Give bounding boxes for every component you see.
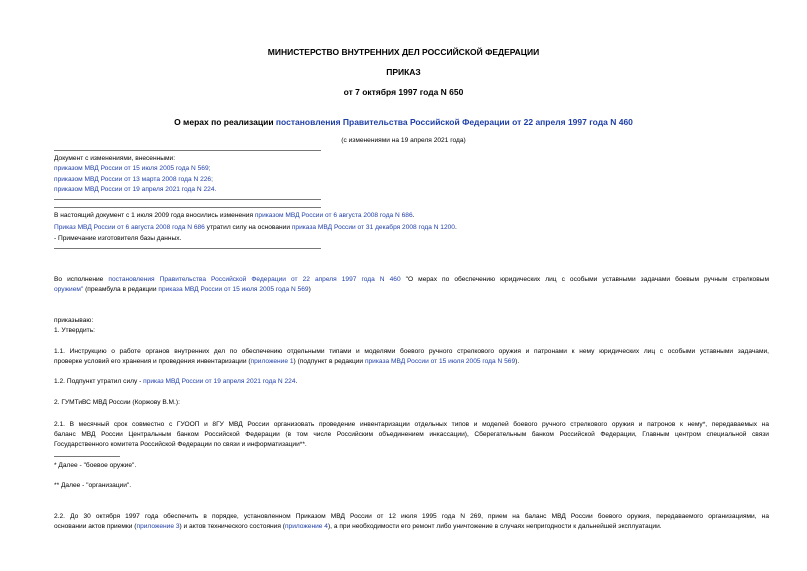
note-text: . [454, 224, 457, 231]
paragraph-text: ) и актов технического состояния ( [179, 523, 285, 530]
divider [54, 150, 321, 151]
paragraph-2-2-line-2 [54, 523, 662, 531]
preamble-line-2 [54, 286, 311, 294]
note-link-1200[interactable]: приказа МВД России от 31 декабря 2008 года N 1200 [291, 224, 455, 231]
paragraph-2-1-line-3: Государственного комитета Российской Федерации по связи и информатизации**. [54, 441, 307, 448]
ministry-heading: МИНИСТЕРСТВО ВНУТРЕННИХ ДЕЛ РОССИЙСКОЙ ФЕДЕРАЦИИ [267, 47, 540, 57]
preamble-link-460-cont[interactable]: оружием" [54, 286, 84, 293]
preamble-text: (преамбула в редакции [83, 286, 159, 293]
paragraph-1-1-line-2 [54, 358, 519, 366]
change-link-2[interactable]: приказом МВД России от 13 марта 2008 года N 226; [54, 176, 213, 183]
paragraph-2-1-line-1: 2.1. В месячный срок совместно с ГУООП и 8ГУ МВД России организовать проведение инвентаризации отдельных типов и моделей боевого ручного стрелкового оружия и патронов к нему*, передаваемых на [54, 421, 769, 428]
order-224-link[interactable]: приказ МВД России от 19 апреля 2021 года N 224 [143, 378, 296, 385]
paragraph-1-1-line-1: 1.1. Инструкцию о работе органов внутренних дел по обеспечению отдельными типами и моделями боевого ручного стрелкового оружия и патронами к нему юридических лиц с особыми уставными задачами, [54, 348, 769, 355]
change-link-3[interactable]: приказом МВД России от 19 апреля 2021 года N 224. [54, 186, 217, 193]
document-title [0, 117, 807, 127]
preamble-text: "О мерах по обеспечению юридических лиц с особыми уставными задачами боевым ручным стрелковым [400, 276, 769, 283]
note-link-686-order[interactable]: Приказ МВД России от 6 августа 2008 года N 686 [54, 224, 205, 231]
paragraph-text: ), а при необходимости его ремонт либо уничтожение в случаях непригодности к дальнейшей эксплуатации. [327, 523, 662, 530]
doc-type-heading: ПРИКАЗ [386, 67, 421, 77]
divider [54, 207, 321, 208]
appendix-3-link[interactable]: приложение 3 [136, 523, 180, 530]
amended-note: (с изменениями на 19 апреля 2021 года) [341, 137, 466, 144]
title-prefix: О мерах по реализации [174, 117, 276, 127]
paragraph-2-2-line-1: 2.2. До 30 октября 1997 года обеспечить в порядке, установленном Приказом МВД России от 12 июля 1995 года N 269, прием на баланс МВД России боевого оружия, передаваемого организациями, на [54, 513, 769, 520]
footnote-divider [54, 456, 120, 457]
appendix-1-link[interactable]: приложение 1 [250, 358, 294, 365]
footnote-1: * Далее - "боевое оружие". [54, 462, 137, 469]
paragraph-1-2 [54, 378, 297, 386]
preamble-text: ) [308, 286, 311, 293]
paragraph-2: 2. ГУМТиВС МВД России (Коржову В.М.): [54, 399, 180, 406]
note-line-3: - Примечание изготовителя базы данных. [54, 235, 182, 242]
note-link-686[interactable]: приказом МВД России от 6 августа 2008 года N 686 [254, 212, 413, 219]
note-text: В настоящий документ с 1 июля 2009 года вносились изменения [54, 212, 255, 219]
preamble-line-1 [54, 276, 769, 284]
preamble-link-569[interactable]: приказа МВД России от 15 июля 2005 года N 569 [158, 286, 309, 293]
note-line-2 [54, 224, 457, 232]
note-line-1 [54, 212, 414, 220]
footnote-2: ** Далее - "организации". [54, 482, 132, 489]
preamble-text: Во исполнение [54, 276, 109, 283]
change-link-1[interactable]: приказом МВД России от 15 июля 2005 года N 569; [54, 165, 211, 172]
note-text: утратил силу на основании [204, 224, 292, 231]
paragraph-1: 1. Утвердить: [54, 327, 95, 334]
order-word: приказываю: [54, 317, 94, 324]
divider [54, 248, 321, 249]
paragraph-text: 1.2. Подпункт утратил силу - [54, 378, 144, 385]
paragraph-text: . [295, 378, 298, 385]
changes-heading: Документ с изменениями, внесенными: [54, 155, 176, 162]
appendix-4-link[interactable]: приложение 4 [284, 523, 328, 530]
paragraph-text: ). [515, 358, 520, 365]
note-text: . [412, 212, 415, 219]
paragraph-text: проверке условий его хранения и проведения инвентаризации ( [54, 358, 251, 365]
divider [54, 199, 321, 200]
preamble-link-460[interactable]: постановления Правительства Российской Федерации от 22 апреля 1997 года N 460 [108, 276, 401, 283]
title-link[interactable]: постановления Правительства Российской Федерации от 22 апреля 1997 года N 460 [275, 117, 633, 127]
paragraph-2-1-line-2: баланс МВД России Центральным банком Российской Федерации (в том числе Российским объединением инкассации), Сберегательным банком Российской Федерации, Главным центром специальной связи [54, 431, 769, 438]
paragraph-text: ) (подпункт в редакции [293, 358, 365, 365]
paragraph-text: основании актов приемки ( [54, 523, 137, 530]
order-569-link[interactable]: приказа МВД России от 15 июля 2005 года N 569 [364, 358, 516, 365]
date-number-heading: от 7 октября 1997 года N 650 [343, 87, 464, 97]
